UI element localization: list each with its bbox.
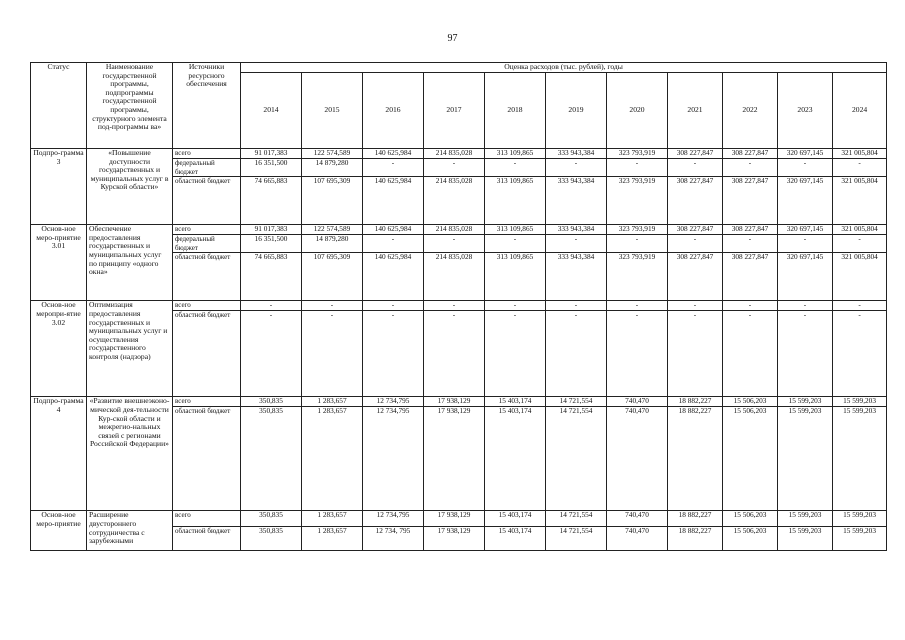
amount-cell: 140 625,984 <box>363 177 424 225</box>
year-header: 2018 <box>485 73 546 149</box>
amount-cell: 1 283,657 <box>302 397 363 407</box>
amount-cell: - <box>546 159 607 177</box>
amount-cell: - <box>424 159 485 177</box>
amount-cell: - <box>363 235 424 253</box>
amount-cell: - <box>607 301 668 311</box>
amount-cell: 308 227,847 <box>723 149 778 159</box>
amount-cell: 122 574,589 <box>302 149 363 159</box>
amount-cell: 15 403,174 <box>485 397 546 407</box>
amount-cell: 214 835,028 <box>424 225 485 235</box>
amount-cell: 740,470 <box>607 511 668 527</box>
amount-cell: 320 697,145 <box>778 177 833 225</box>
amount-cell: - <box>778 311 833 397</box>
amount-cell: 14 879,280 <box>302 159 363 177</box>
amount-cell: 740,470 <box>607 527 668 551</box>
year-header: 2014 <box>241 73 302 149</box>
amount-cell: 320 697,145 <box>778 149 833 159</box>
status-cell: Основ-ное меро-приятие <box>31 511 87 551</box>
amount-cell: 313 109,865 <box>485 225 546 235</box>
header-name: Наименование государственной программы, подпрограммы государственной программы, структурного элемента под-программы ва» <box>87 63 173 149</box>
amount-cell: 15 599,203 <box>833 527 887 551</box>
amount-cell: 1 283,657 <box>302 407 363 511</box>
amount-cell: - <box>363 159 424 177</box>
amount-cell: 14 721,554 <box>546 397 607 407</box>
funding-source-cell: областной бюджет <box>173 407 241 511</box>
amount-cell: 14 721,554 <box>546 527 607 551</box>
amount-cell: 1 283,657 <box>302 511 363 527</box>
amount-cell: 333 943,384 <box>546 149 607 159</box>
year-header: 2023 <box>778 73 833 149</box>
amount-cell: 15 599,203 <box>778 527 833 551</box>
amount-cell: 140 625,984 <box>363 225 424 235</box>
table-row <box>31 225 887 235</box>
status-cell: Основ-ное меро-приятие 3.01 <box>31 225 87 301</box>
amount-cell: 350,835 <box>241 527 302 551</box>
amount-cell: 14 721,554 <box>546 407 607 511</box>
amount-cell: 350,835 <box>241 407 302 511</box>
amount-cell: 74 665,883 <box>241 177 302 225</box>
amount-cell: - <box>723 235 778 253</box>
amount-cell: 16 351,500 <box>241 159 302 177</box>
amount-cell: 308 227,847 <box>668 177 723 225</box>
amount-cell: - <box>485 159 546 177</box>
funding-source-cell: всего <box>173 149 241 159</box>
amount-cell: - <box>607 159 668 177</box>
amount-cell: - <box>302 311 363 397</box>
amount-cell: 15 506,203 <box>723 511 778 527</box>
amount-cell: - <box>833 311 887 397</box>
amount-cell: - <box>363 311 424 397</box>
amount-cell: 17 938,129 <box>424 527 485 551</box>
amount-cell: - <box>778 235 833 253</box>
amount-cell: 12 734,795 <box>363 407 424 511</box>
amount-cell: - <box>833 301 887 311</box>
table-row <box>31 511 887 527</box>
amount-cell: 91 017,383 <box>241 225 302 235</box>
amount-cell: 321 005,804 <box>833 177 887 225</box>
funding-source-cell: федеральный бюджет <box>173 159 241 177</box>
year-header: 2020 <box>607 73 668 149</box>
amount-cell: 333 943,384 <box>546 177 607 225</box>
amount-cell: - <box>607 235 668 253</box>
funding-source-cell: областной бюджет <box>173 177 241 225</box>
amount-cell: - <box>668 301 723 311</box>
funding-source-cell: всего <box>173 301 241 311</box>
program-name-cell: «Повышение доступности государственных и муниципальных услуг в Курской области» <box>87 149 173 225</box>
amount-cell: 15 403,174 <box>485 511 546 527</box>
amount-cell: 107 695,309 <box>302 253 363 301</box>
amount-cell: 15 599,203 <box>833 511 887 527</box>
amount-cell: 18 882,227 <box>668 527 723 551</box>
header-estimate: Оценка расходов (тыс. рублей), годы <box>241 63 887 73</box>
amount-cell: 17 938,129 <box>424 511 485 527</box>
amount-cell: 308 227,847 <box>668 149 723 159</box>
amount-cell: - <box>833 235 887 253</box>
amount-cell: - <box>424 301 485 311</box>
amount-cell: 350,835 <box>241 511 302 527</box>
table-row <box>31 149 887 159</box>
amount-cell: 320 697,145 <box>778 253 833 301</box>
amount-cell: 321 005,804 <box>833 149 887 159</box>
year-header: 2016 <box>363 73 424 149</box>
amount-cell: 12 734,795 <box>363 511 424 527</box>
status-cell: Основ-ное меропри-ятие 3.02 <box>31 301 87 397</box>
program-name-cell: «Развитие внешнеэконо-мической дея-тельности Кур-ской области и межрегио-нальных связей с регионами Российской Федерации» <box>87 397 173 511</box>
amount-cell: - <box>241 301 302 311</box>
funding-source-cell: всего <box>173 397 241 407</box>
amount-cell: 323 793,919 <box>607 253 668 301</box>
year-header: 2015 <box>302 73 363 149</box>
amount-cell: 214 835,028 <box>424 253 485 301</box>
amount-cell: 140 625,984 <box>363 253 424 301</box>
amount-cell: 122 574,589 <box>302 225 363 235</box>
amount-cell: 18 882,227 <box>668 407 723 511</box>
amount-cell: 323 793,919 <box>607 149 668 159</box>
funding-source-cell: областной бюджет <box>173 253 241 301</box>
amount-cell: 14 879,280 <box>302 235 363 253</box>
amount-cell: 91 017,383 <box>241 149 302 159</box>
amount-cell: 323 793,919 <box>607 177 668 225</box>
amount-cell: 323 793,919 <box>607 225 668 235</box>
amount-cell: - <box>546 311 607 397</box>
amount-cell: - <box>723 159 778 177</box>
program-name-cell: Расширение двустороннего сотрудничества с зарубежными <box>87 511 173 551</box>
amount-cell: 308 227,847 <box>723 177 778 225</box>
amount-cell: - <box>668 235 723 253</box>
amount-cell: 74 665,883 <box>241 253 302 301</box>
amount-cell: 15 506,203 <box>723 527 778 551</box>
amount-cell: 18 882,227 <box>668 397 723 407</box>
amount-cell: 308 227,847 <box>668 253 723 301</box>
amount-cell: - <box>668 311 723 397</box>
amount-cell: - <box>424 311 485 397</box>
header-sources: Источники ресурсного обеспечения <box>173 63 241 149</box>
amount-cell: - <box>833 159 887 177</box>
amount-cell: - <box>607 311 668 397</box>
amount-cell: - <box>546 301 607 311</box>
program-name-cell: Обеспечение предоставления государственных и муниципальных услуг по принципу «одного окна» <box>87 225 173 301</box>
amount-cell: 333 943,384 <box>546 253 607 301</box>
amount-cell: - <box>485 311 546 397</box>
amount-cell: - <box>723 301 778 311</box>
amount-cell: - <box>778 301 833 311</box>
budget-table <box>30 62 887 551</box>
amount-cell: 308 227,847 <box>723 253 778 301</box>
amount-cell: 14 721,554 <box>546 511 607 527</box>
amount-cell: - <box>302 301 363 311</box>
amount-cell: 12 734, 795 <box>363 527 424 551</box>
amount-cell: 140 625,984 <box>363 149 424 159</box>
table-row <box>31 397 887 407</box>
table-row <box>31 301 887 311</box>
amount-cell: 313 109,865 <box>485 177 546 225</box>
amount-cell: 15 599,203 <box>778 407 833 511</box>
funding-source-cell: федеральный бюджет <box>173 235 241 253</box>
amount-cell: 214 835,028 <box>424 177 485 225</box>
amount-cell: 1 283,657 <box>302 527 363 551</box>
program-name-cell: Оптимизация предоставления государственных и муниципальных услуг и осуществления государственного контроля (надзора) <box>87 301 173 397</box>
funding-source-cell: всего <box>173 511 241 527</box>
amount-cell: 18 882,227 <box>668 511 723 527</box>
amount-cell: 15 599,203 <box>833 407 887 511</box>
header-status: Статус <box>31 63 87 149</box>
amount-cell: 320 697,145 <box>778 225 833 235</box>
amount-cell: 17 938,129 <box>424 397 485 407</box>
page-number: 97 <box>447 33 458 44</box>
amount-cell: - <box>424 235 485 253</box>
amount-cell: 15 599,203 <box>778 397 833 407</box>
amount-cell: 313 109,865 <box>485 149 546 159</box>
funding-source-cell: всего <box>173 225 241 235</box>
amount-cell: 740,470 <box>607 407 668 511</box>
amount-cell: 15 599,203 <box>833 397 887 407</box>
amount-cell: - <box>778 159 833 177</box>
funding-source-cell: областной бюджет <box>173 527 241 551</box>
amount-cell: 321 005,804 <box>833 253 887 301</box>
amount-cell: - <box>723 311 778 397</box>
amount-cell: - <box>668 159 723 177</box>
amount-cell: 321 005,804 <box>833 225 887 235</box>
amount-cell: 15 506,203 <box>723 397 778 407</box>
amount-cell: - <box>363 301 424 311</box>
amount-cell: 350,835 <box>241 397 302 407</box>
amount-cell: 16 351,500 <box>241 235 302 253</box>
amount-cell: 333 943,384 <box>546 225 607 235</box>
amount-cell: 313 109,865 <box>485 253 546 301</box>
amount-cell: 308 227,847 <box>668 225 723 235</box>
amount-cell: 214 835,028 <box>424 149 485 159</box>
year-header: 2021 <box>668 73 723 149</box>
amount-cell: 15 506,203 <box>723 407 778 511</box>
amount-cell: - <box>241 311 302 397</box>
funding-source-cell: областной бюджет <box>173 311 241 397</box>
amount-cell: 15 403,174 <box>485 527 546 551</box>
amount-cell: 15 403,174 <box>485 407 546 511</box>
amount-cell: - <box>485 235 546 253</box>
table-body <box>31 149 887 551</box>
year-header: 2022 <box>723 73 778 149</box>
amount-cell: 12 734,795 <box>363 397 424 407</box>
amount-cell: 107 695,309 <box>302 177 363 225</box>
year-header: 2024 <box>833 73 887 149</box>
amount-cell: 740,470 <box>607 397 668 407</box>
amount-cell: 15 599,203 <box>778 511 833 527</box>
status-cell: Подпро-грамма 4 <box>31 397 87 511</box>
amount-cell: 17 938,129 <box>424 407 485 511</box>
year-header: 2017 <box>424 73 485 149</box>
amount-cell: - <box>546 235 607 253</box>
amount-cell: - <box>485 301 546 311</box>
status-cell: Подпро-грамма 3 <box>31 149 87 225</box>
amount-cell: 308 227,847 <box>723 225 778 235</box>
year-header: 2019 <box>546 73 607 149</box>
